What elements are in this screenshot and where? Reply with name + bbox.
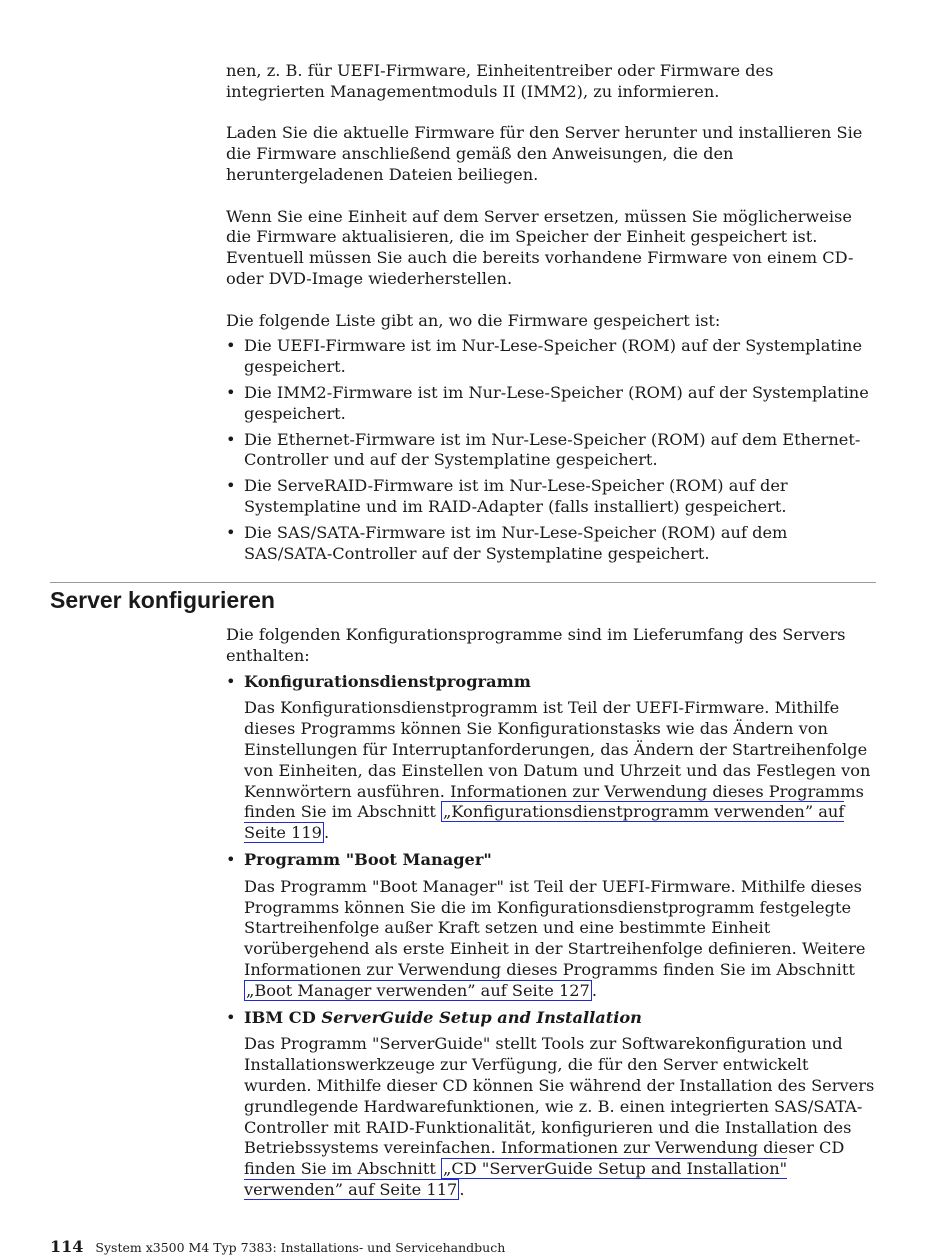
section-lead: Die folgenden Konfigurationsprogramme sind im Lieferumfang des Servers enthalten: [226, 625, 846, 665]
item-term: • IBM CD ServerGuide Setup and Installation [244, 1007, 642, 1027]
item-term: • Konfigurationsdienstprogramm [244, 671, 531, 691]
book-title: System x3500 M4 Typ 7383: Installations- und Servicehandbuch [95, 1240, 506, 1255]
item-description: Das Programm "Boot Manager" ist Teil der UEFI-Firmware. Mithilfe dieses Programms können Sie die im Konfigurationsdienstprogramm festgelegte Startreihenfolge außer Kraft setzen und eine bestimmte Einheit vorübergehend als erste Einheit in der Startreihenfolge definieren. Weitere Informationen zur Verwendung dieses Programms finden Sie im Abschnitt „Boot Manager verwenden” auf Seite 127 . [244, 876, 866, 1000]
list-item: • Die ServeRAID-Firmware ist im Nur-Lese-Speicher (ROM) auf der Systemplatine und im RAID-Adapter (falls installiert) gespeichert. [226, 476, 876, 518]
xref-link[interactable]: „Boot Manager verwenden” auf Seite 127 [246, 980, 590, 1000]
section-body [226, 625, 876, 1207]
item-description: Das Konfigurationsdienstprogramm ist Teil der UEFI-Firmware. Mithilfe dieses Programms können Sie Konfigurationstasks wie das Ändern von Einstellungen für Interruptanforderungen, das Ändern der Startreihenfolge von Einheiten, das Einstellen von Datum und Uhrzeit und das Festlegen von Kennwörtern ausführen. Informationen zur Verwendung dieses Programms finden Sie im Abschnitt „Konfigurationsdienstprogramm verwenden” auf Seite 119 . [244, 698, 871, 843]
intro-paragraph-1: nen, z. B. für UEFI-Firmware, Einheitentreiber oder Firmware des integrierten Managementmoduls II (IMM2), zu informieren. [226, 61, 774, 101]
list-item: • Die Ethernet-Firmware ist im Nur-Lese-Speicher (ROM) auf dem Ethernet-Controller und auf der Systemplatine gespeichert. [226, 430, 876, 472]
firmware-location-list [226, 336, 876, 564]
intro-paragraph-4: Die folgende Liste gibt an, wo die Firmware gespeichert ist: [226, 310, 721, 330]
item-description: Das Programm "ServerGuide" stellt Tools zur Softwarekonfiguration und Installationswerkzeuge zur Verfügung, die für den Server entwickelt wurden. Mithilfe dieser CD können Sie während der Installation des Servers grundlegende Hardwarefunktionen, wie z. B. einen integrierten SAS/SATA-Controller mit RAID-Funktionalität, konfigurieren und die Installation des Betriebssystems vereinfachen. Informationen zur Verwendung dieser CD finden Sie im Abschnitt „CD "ServerGuide Setup and Installation" verwenden” auf Seite 117 . [244, 1034, 875, 1199]
page-number: 114 [50, 1237, 84, 1256]
list-item: • Die IMM2-Firmware ist im Nur-Lese-Speicher (ROM) auf der Systemplatine gespeichert. [226, 383, 876, 425]
list-item [226, 1008, 876, 1201]
item-term: • Programm "Boot Manager" [244, 849, 492, 869]
config-program-list [226, 672, 876, 1201]
page-footer [50, 1237, 505, 1258]
xref-link[interactable]: „Konfigurationsdienstprogramm verwenden” auf Seite 119 [244, 802, 845, 843]
intro-paragraph-2: Laden Sie die aktuelle Firmware für den Server herunter und installieren Sie die Firmware anschließend gemäß den Anweisungen, die den heruntergeladenen Dateien beiliegen. [226, 123, 863, 184]
section-divider [50, 582, 876, 583]
list-item: • Die SAS/SATA-Firmware ist im Nur-Lese-Speicher (ROM) auf dem SAS/SATA-Controller auf der Systemplatine gespeichert. [226, 523, 876, 565]
list-item: • Die UEFI-Firmware ist im Nur-Lese-Speicher (ROM) auf der Systemplatine gespeichert. [226, 336, 876, 378]
list-item [226, 850, 876, 1002]
xref-link[interactable]: „CD "ServerGuide Setup and Installation" verwenden” auf Seite 117 [244, 1159, 788, 1199]
intro-paragraph-3: Wenn Sie eine Einheit auf dem Server ersetzen, müssen Sie möglicherweise die Firmware aktualisieren, die im Speicher der Einheit gespeichert ist. Eventuell müssen Sie auch die bereits vorhandene Firmware von einem CD- oder DVD-Image wiederherstellen. [226, 206, 854, 288]
intro-block [226, 61, 876, 569]
section-heading: Server konfigurieren [50, 587, 275, 613]
list-item [226, 672, 876, 844]
